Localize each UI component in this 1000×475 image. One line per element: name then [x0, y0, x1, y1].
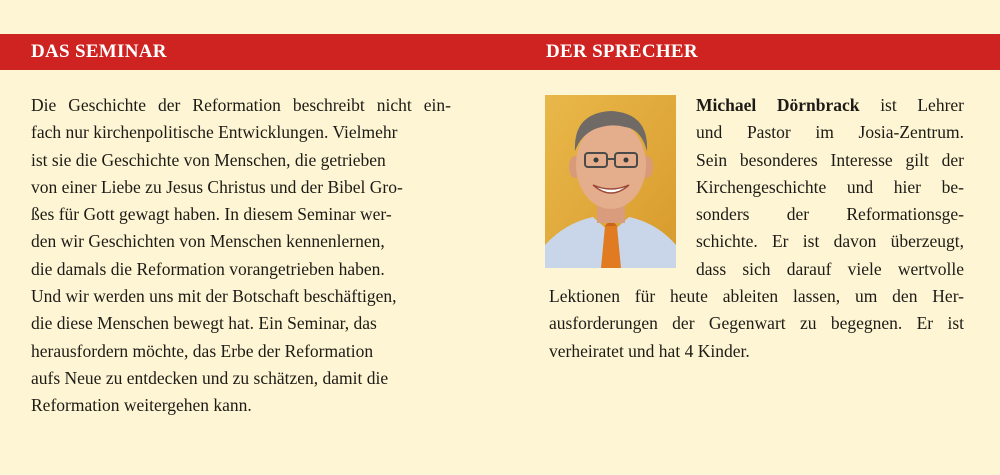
seminar-text-line: den wir Geschichten von Menschen kennenlernen,: [31, 231, 385, 252]
speaker-bio-line: sonders der Reformationsge-: [696, 204, 964, 225]
speaker-bio-line: ausforderungen der Gegenwart zu begegnen. Er ist: [549, 313, 964, 334]
speaker-bio-text: ist Lehrer: [859, 95, 964, 115]
seminar-text-line: Reformation weitergehen kann.: [31, 395, 252, 416]
seminar-text-line: Und wir werden uns mit der Botschaft beschäftigen,: [31, 286, 397, 307]
speaker-bio-line: und Pastor im Josia-Zentrum.: [696, 122, 964, 143]
speaker-bio-below-photo: [549, 283, 964, 365]
speaker-portrait-photo: [545, 95, 676, 268]
seminar-text-line: die diese Menschen bewegt hat. Ein Seminar, das: [31, 313, 377, 334]
seminar-text-line: ßes für Gott gewagt haben. In diesem Seminar wer-: [31, 204, 392, 225]
seminar-text-line: Die Geschichte der Reformation beschreibt nicht ein-: [31, 95, 451, 115]
speaker-bio-line: [696, 92, 964, 119]
seminar-text-line: die damals die Reformation vorangetrieben haben.: [31, 258, 385, 279]
speaker-name: Michael Dörnbrack: [696, 95, 860, 115]
seminar-text-line: von einer Liebe zu Jesus Christus und der Bibel Gro-: [31, 176, 403, 197]
speaker-bio-line: Sein besonderes Interesse gilt der: [696, 149, 964, 170]
speaker-bio-line: verheiratet und hat 4 Kinder.: [549, 340, 750, 361]
seminar-text-line: herausfordern möchte, das Erbe der Reformation: [31, 340, 374, 361]
speaker-bio-beside-photo: [696, 92, 964, 283]
seminar-description: [31, 92, 451, 420]
speaker-heading: DER SPRECHER: [546, 41, 698, 62]
seminar-text-line: aufs Neue zu entdecken und zu schätzen, damit die: [31, 367, 389, 388]
speaker-bio-line: Kirchengeschichte und hier be-: [696, 176, 964, 197]
seminar-text-line: fach nur kirchenpolitische Entwicklungen. Vielmehr: [31, 122, 398, 143]
seminar-text-line: ist sie die Geschichte von Menschen, die getrieben: [31, 149, 386, 170]
seminar-heading: DAS SEMINAR: [31, 41, 167, 62]
speaker-bio-line: dass sich darauf viele wertvolle: [696, 258, 964, 279]
speaker-bio-line: Lektionen für heute ableiten lassen, um den Her-: [549, 286, 964, 306]
speaker-bio-line: schichte. Er ist davon überzeugt,: [696, 231, 964, 252]
